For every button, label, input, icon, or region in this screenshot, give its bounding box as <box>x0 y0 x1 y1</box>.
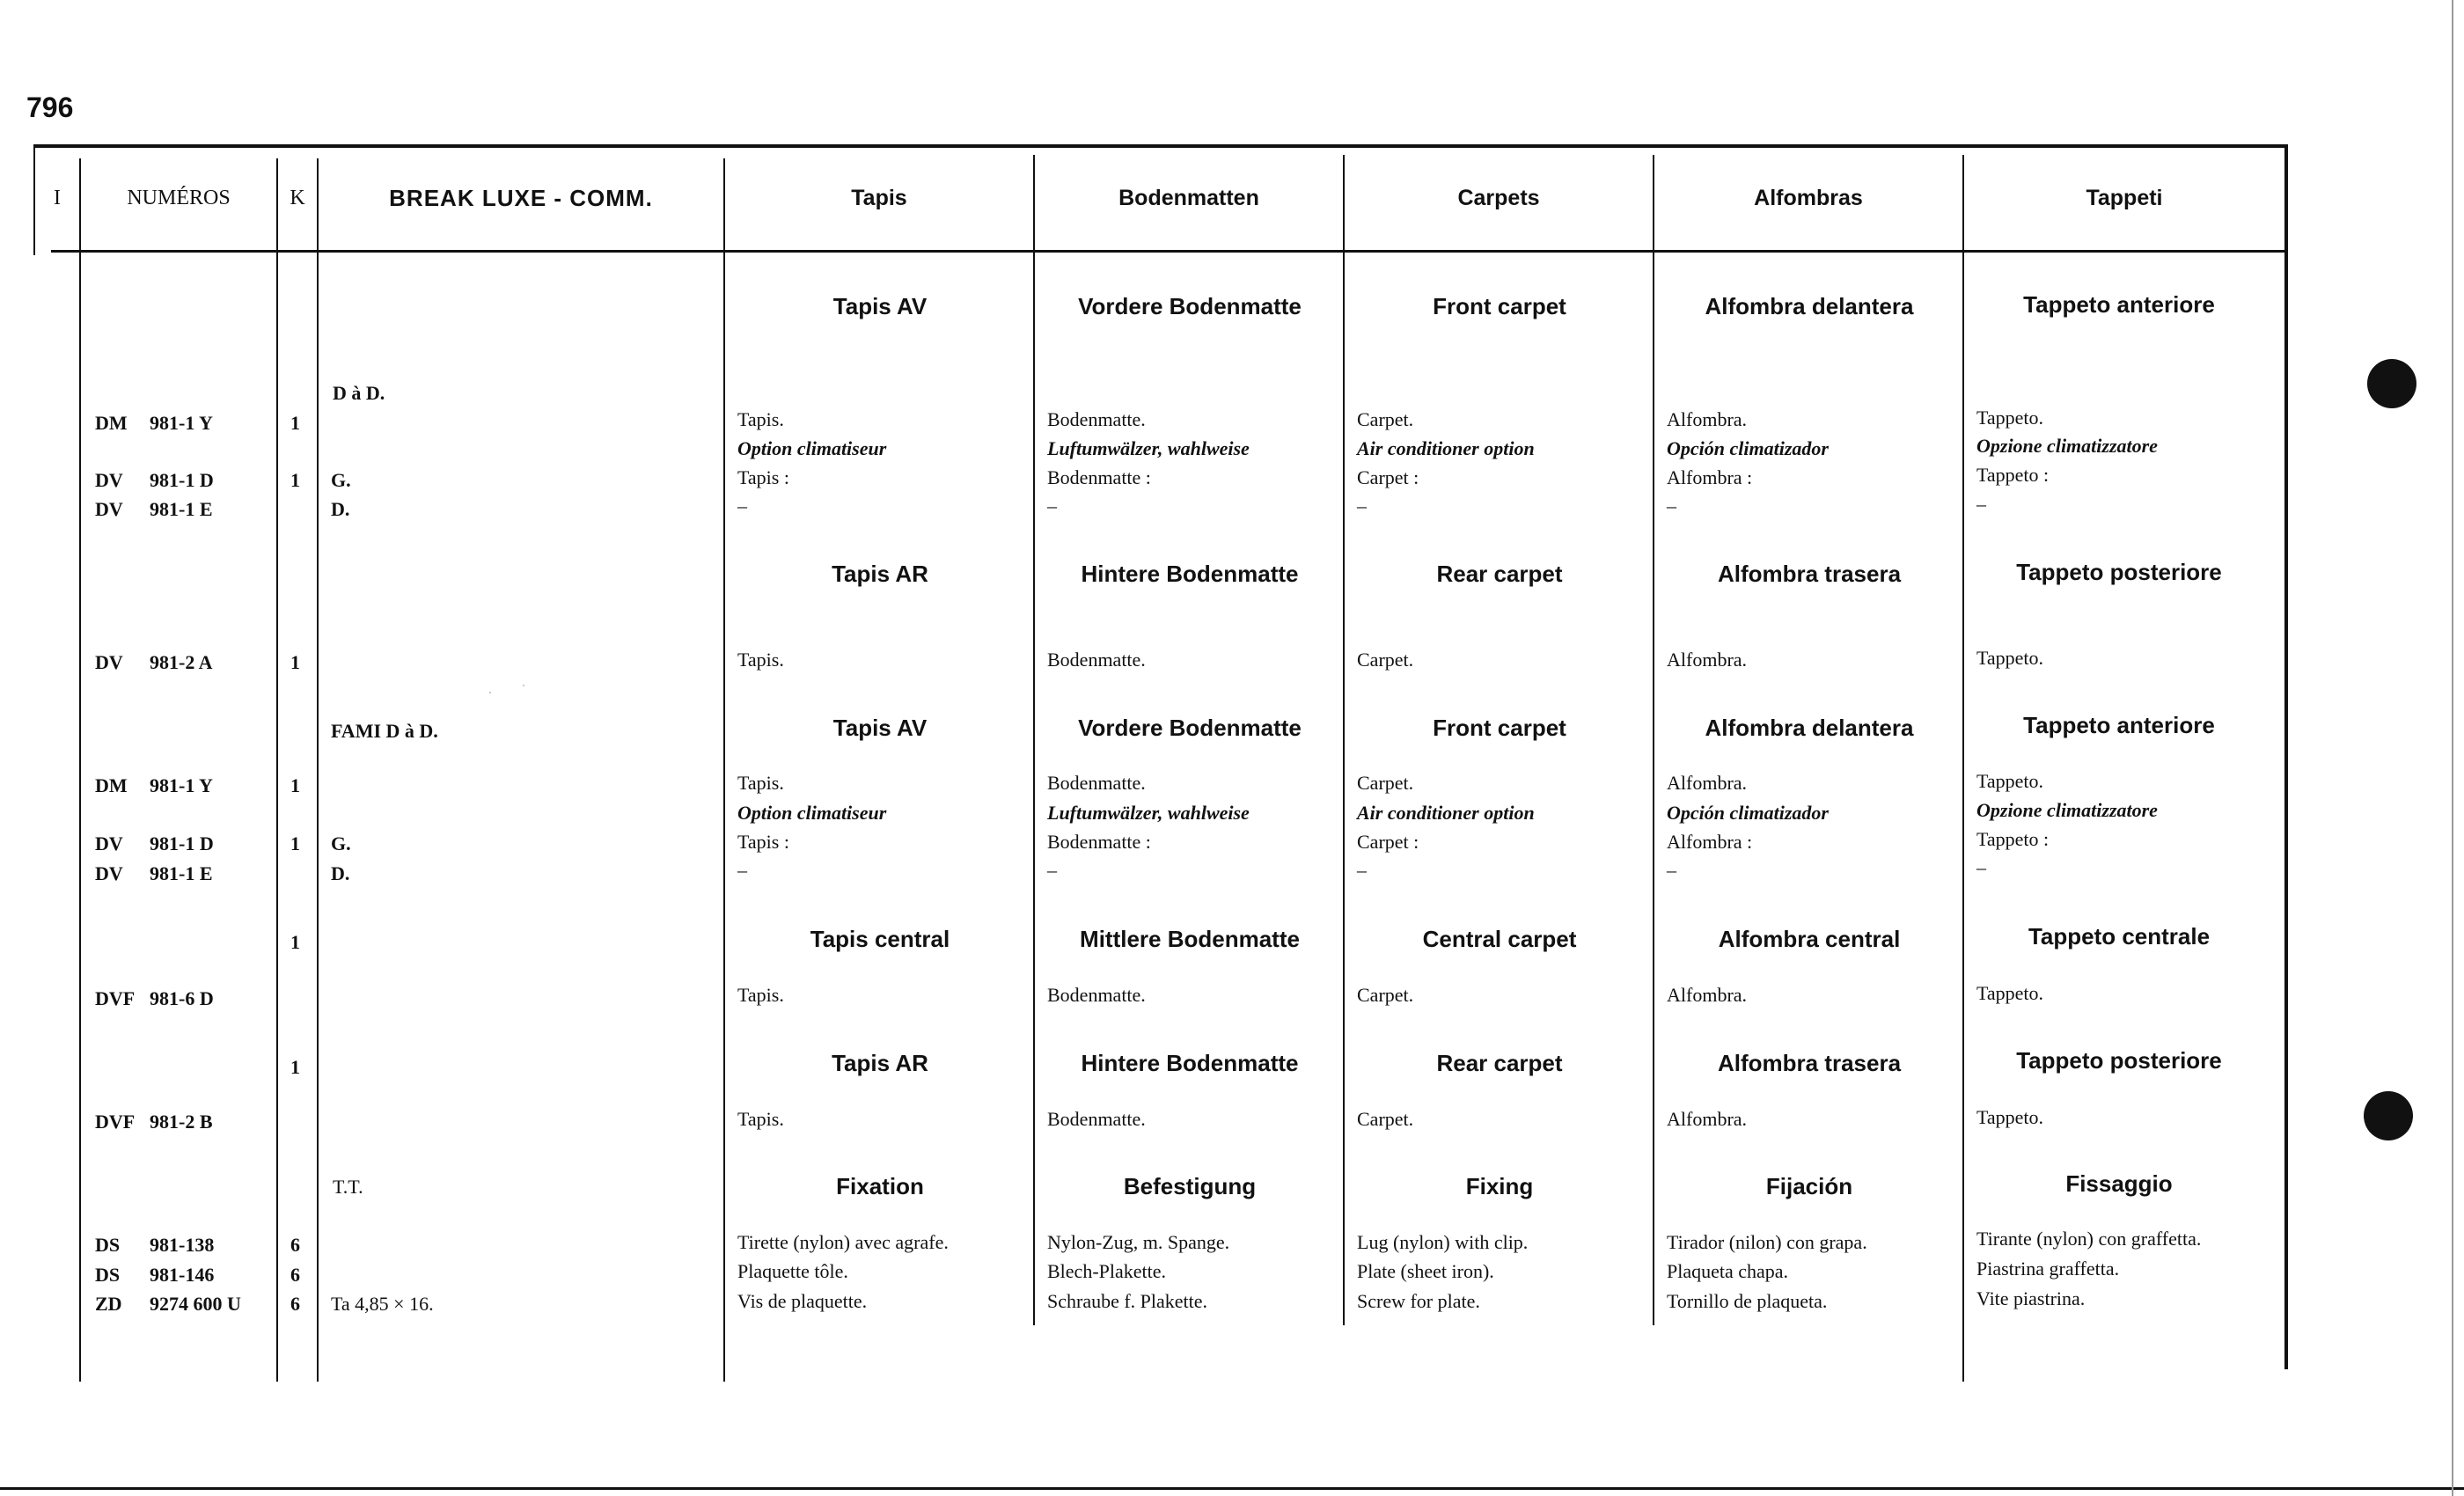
part-number: DS 981-138 <box>95 1234 215 1256</box>
desc-en: Plate (sheet iron). <box>1357 1260 1494 1282</box>
desc-es: Alfombra : <box>1667 831 1753 853</box>
header-lang-it: Tappeti <box>2086 185 2163 210</box>
part-number: ZD 9274 600 U <box>95 1293 241 1315</box>
desc-es: Alfombra. <box>1667 772 1748 794</box>
desc-fr: Tapis. <box>737 984 784 1006</box>
desc-it: Tirante (nylon) con graffetta. <box>1976 1228 2202 1250</box>
desc-it: Vite piastrina. <box>1976 1287 2086 1309</box>
model-label: T.T. <box>333 1176 363 1198</box>
desc-it: Tappeto : <box>1976 464 2050 486</box>
section-title-de: Vordere Bodenmatte <box>1078 715 1302 741</box>
desc-de: – <box>1047 859 1057 881</box>
part-number: DVF 981-6 D <box>95 987 214 1009</box>
desc-es: Alfombra. <box>1667 408 1748 430</box>
quantity-k: 1 <box>290 651 300 673</box>
quantity-k: 6 <box>290 1264 300 1286</box>
section-title-es: Alfombra delantera <box>1705 715 1914 741</box>
desc-es: Alfombra. <box>1667 984 1748 1006</box>
desc-es: Opción climatizador <box>1667 437 1829 459</box>
desc-es: Alfombra. <box>1667 1108 1748 1130</box>
part-desc: D. <box>331 862 350 884</box>
quantity-k: 1 <box>290 412 300 434</box>
section-title-de: Hintere Bodenmatte <box>1081 561 1299 587</box>
desc-fr: – <box>737 859 747 881</box>
section-title-it: Tappeto posteriore <box>2016 559 2222 585</box>
part-number: DV 981-1 E <box>95 862 213 884</box>
desc-it: Tappeto : <box>1976 828 2050 850</box>
desc-fr: Tapis. <box>737 408 784 430</box>
part-number: DM 981-1 Y <box>95 412 213 434</box>
section-title-fr: Tapis central <box>810 926 950 952</box>
desc-de: Bodenmatte. <box>1047 772 1146 794</box>
desc-en: Air conditioner option <box>1357 437 1535 459</box>
section-title-es: Alfombra trasera <box>1717 1050 1902 1076</box>
section-k: 1 <box>290 931 300 953</box>
col-sep-es <box>1962 155 1964 1382</box>
part-desc: Ta 4,85 × 16. <box>331 1293 434 1315</box>
table-right-border <box>2284 144 2288 1369</box>
header-divider <box>51 250 2288 253</box>
desc-es: Tornillo de plaqueta. <box>1667 1290 1828 1312</box>
desc-en: Air conditioner option <box>1357 802 1535 824</box>
section-title-en: Front carpet <box>1433 293 1566 319</box>
desc-fr: Option climatiseur <box>737 437 887 459</box>
section-title-it: Tappeto posteriore <box>2016 1047 2222 1074</box>
section-title-en: Fixing <box>1465 1173 1534 1199</box>
quantity-k: 6 <box>290 1234 300 1256</box>
page-edge-rule <box>2452 0 2453 1496</box>
desc-de: Bodenmatte : <box>1047 466 1151 488</box>
desc-en: Carpet. <box>1357 1108 1414 1130</box>
desc-it: – <box>1976 493 1986 515</box>
page-bottom-rule <box>0 1487 2464 1490</box>
punch-hole <box>2364 1091 2413 1140</box>
desc-de: Bodenmatte. <box>1047 1108 1146 1130</box>
model-label: D à D. <box>333 382 385 404</box>
section-title-fr: Tapis AV <box>832 715 928 741</box>
header-i: I <box>54 186 61 209</box>
desc-fr: Option climatiseur <box>737 802 887 824</box>
section-title-it: Tappeto anteriore <box>2023 712 2215 738</box>
desc-it: – <box>1976 856 1986 878</box>
quantity-k: 6 <box>290 1293 300 1315</box>
desc-it: Tappeto. <box>1976 982 2044 1004</box>
section-title-de: Befestigung <box>1123 1173 1257 1199</box>
desc-it: Opzione climatizzatore <box>1976 799 2158 821</box>
desc-es: Opción climatizador <box>1667 802 1829 824</box>
section-title-de: Vordere Bodenmatte <box>1078 293 1302 319</box>
desc-en: Carpet. <box>1357 649 1414 671</box>
quantity-k: 1 <box>290 774 300 796</box>
part-number: DS 981-146 <box>95 1264 215 1286</box>
desc-es: Plaqueta chapa. <box>1667 1260 1789 1282</box>
quantity-k: 1 <box>290 832 300 854</box>
desc-de: Bodenmatte. <box>1047 408 1146 430</box>
desc-en: Lug (nylon) with clip. <box>1357 1231 1529 1253</box>
desc-en: Carpet. <box>1357 408 1414 430</box>
section-title-en: Rear carpet <box>1436 1050 1563 1076</box>
section-k: 1 <box>290 1056 300 1078</box>
desc-es: Alfombra. <box>1667 649 1748 671</box>
section-title-en: Front carpet <box>1433 715 1566 741</box>
section-title-es: Alfombra delantera <box>1705 293 1914 319</box>
desc-de: Luftumwälzer, wahlweise <box>1047 802 1250 824</box>
header-k: K <box>290 186 305 209</box>
col-sep-de <box>1343 155 1345 1325</box>
part-desc: G. <box>331 469 351 491</box>
part-number: DM 981-1 Y <box>95 774 213 796</box>
desc-it: Tappeto. <box>1976 407 2044 429</box>
desc-de: Nylon-Zug, m. Spange. <box>1047 1231 1230 1253</box>
desc-fr: Tirette (nylon) avec agrafe. <box>737 1231 949 1253</box>
desc-fr: Tapis. <box>737 1108 784 1130</box>
part-number: DVF 981-2 B <box>95 1111 213 1133</box>
section-title-it: Tappeto anteriore <box>2023 291 2215 318</box>
section-title-en: Rear carpet <box>1436 561 1563 587</box>
desc-de: Schraube f. Plakette. <box>1047 1290 1208 1312</box>
desc-de: Blech-Plakette. <box>1047 1260 1167 1282</box>
desc-es: Tirador (nilon) con grapa. <box>1667 1231 1867 1253</box>
section-title-en: Central carpet <box>1422 926 1577 952</box>
part-number: DV 981-2 A <box>95 651 213 673</box>
desc-en: Carpet. <box>1357 984 1414 1006</box>
header-lang-es: Alfombras <box>1754 185 1863 210</box>
desc-es: Alfombra : <box>1667 466 1753 488</box>
header-model: BREAK LUXE - COMM. <box>389 184 653 211</box>
table-top-border <box>33 144 2288 148</box>
desc-en: Carpet. <box>1357 772 1414 794</box>
header-numeros: NUMÉROS <box>127 186 231 209</box>
desc-fr: – <box>737 495 747 517</box>
scan-speck <box>489 692 491 693</box>
section-title-es: Fijación <box>1765 1173 1853 1199</box>
desc-es: – <box>1667 495 1676 517</box>
header-lang-fr: Tapis <box>851 185 907 210</box>
desc-de: Bodenmatte : <box>1047 831 1151 853</box>
desc-en: – <box>1357 495 1367 517</box>
desc-en: Carpet : <box>1357 831 1419 853</box>
page-number: 796 <box>26 92 74 123</box>
section-title-fr: Tapis AR <box>832 561 928 587</box>
section-title-fr: Tapis AV <box>832 293 928 319</box>
desc-de: – <box>1047 495 1057 517</box>
section-title-fr: Fixation <box>836 1173 924 1199</box>
model-label: FAMI D à D. <box>331 720 438 742</box>
scan-speck <box>523 685 524 686</box>
section-title-it: Fissaggio <box>2065 1170 2173 1197</box>
part-desc: D. <box>331 498 350 520</box>
desc-it: Tappeto. <box>1976 770 2044 792</box>
desc-it: Tappeto. <box>1976 647 2044 669</box>
col-sep-i <box>79 158 81 1382</box>
desc-de: Luftumwälzer, wahlweise <box>1047 437 1250 459</box>
part-number: DV 981-1 D <box>95 469 214 491</box>
section-title-es: Alfombra central <box>1718 926 1901 952</box>
section-title-fr: Tapis AR <box>832 1050 928 1076</box>
col-sep-model <box>723 158 725 1382</box>
desc-fr: Plaquette tôle. <box>737 1260 848 1282</box>
col-sep-k <box>317 158 319 1382</box>
header-lang-de: Bodenmatten <box>1118 185 1259 210</box>
desc-es: – <box>1667 859 1676 881</box>
desc-de: Bodenmatte. <box>1047 984 1146 1006</box>
desc-en: Carpet : <box>1357 466 1419 488</box>
quantity-k: 1 <box>290 469 300 491</box>
part-desc: G. <box>331 832 351 854</box>
part-number: DV 981-1 D <box>95 832 214 854</box>
punch-hole <box>2367 359 2416 408</box>
part-number: DV 981-1 E <box>95 498 213 520</box>
section-title-de: Mittlere Bodenmatte <box>1080 926 1300 952</box>
col-sep-numeros <box>276 158 278 1382</box>
desc-fr: Tapis : <box>737 466 789 488</box>
desc-fr: Vis de plaquette. <box>737 1290 868 1312</box>
header-lang-en: Carpets <box>1457 185 1540 210</box>
desc-de: Bodenmatte. <box>1047 649 1146 671</box>
desc-fr: Tapis. <box>737 649 784 671</box>
section-title-de: Hintere Bodenmatte <box>1081 1050 1299 1076</box>
desc-fr: Tapis : <box>737 831 789 853</box>
desc-it: Opzione climatizzatore <box>1976 435 2158 457</box>
desc-en: – <box>1357 859 1367 881</box>
col-sep-fr <box>1033 155 1035 1325</box>
section-title-es: Alfombra trasera <box>1717 561 1902 587</box>
desc-it: Piastrina graffetta. <box>1976 1258 2120 1280</box>
section-title-it: Tappeto centrale <box>2028 923 2211 950</box>
col-sep-en <box>1653 155 1654 1325</box>
desc-it: Tappeto. <box>1976 1106 2044 1128</box>
desc-en: Screw for plate. <box>1357 1290 1480 1312</box>
desc-fr: Tapis. <box>737 772 784 794</box>
